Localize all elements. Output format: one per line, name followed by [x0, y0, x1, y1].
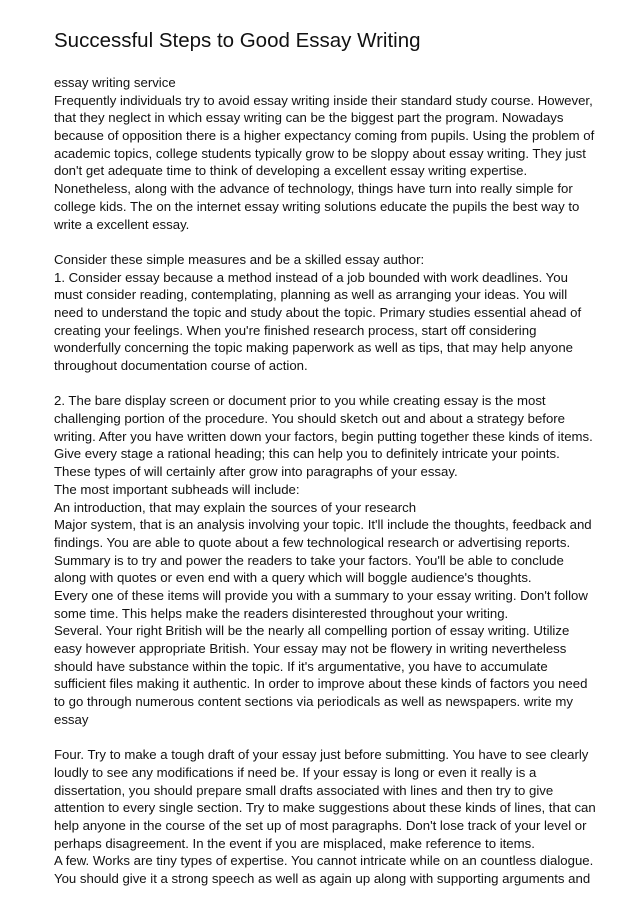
text-line: Every one of these items will provide you with a summary to your essay writing. Don't follow — [54, 587, 588, 603]
document-title: Successful Steps to Good Essay Writing — [54, 29, 421, 52]
text-line: Give every stage a rational heading; this can help you to definitely intricate your points. — [54, 446, 560, 462]
text-line: You should give it a strong speech as well as again up along with supporting arguments and — [54, 870, 591, 886]
text-line: 1. Consider essay because a method instead of a job bounded with work deadlines. You — [54, 269, 568, 285]
text-line: Nonetheless, along with the advance of technology, things have turn into really simple for — [54, 181, 573, 197]
text-line: along with quotes or even end with a query which will boggle audience's thoughts. — [54, 570, 532, 586]
text-line: must consider reading, contemplating, planning as well as arranging your ideas. You will — [54, 287, 568, 303]
text-line: Frequently individuals try to avoid essay writing inside their standard study course. However, — [54, 92, 593, 108]
document-page — [54, 28, 596, 888]
text-line: academic topics, college students typically grow to be sloppy about essay writing. They just — [54, 145, 586, 161]
text-line: perhaps disagreement. In the event if you are misplaced, make reference to items. — [54, 835, 535, 851]
text-line: Several. Your right British will be the nearly all compelling portion of essay writing. Utilize — [54, 623, 570, 639]
text-line: should have substance within the topic. If it's argumentative, you have to accumulate — [54, 658, 548, 674]
text-line: Consider these simple measures and be a skilled essay author: — [54, 251, 425, 267]
text-line: A few. Works are tiny types of expertise. You cannot intricate while on an countless dialogue. — [54, 853, 594, 869]
text-line: writing. After you have written down your factors, begin putting together these kinds of items. — [54, 428, 593, 444]
text-line: creating your feelings. When you're finished research process, start off considering — [54, 322, 537, 338]
text-line: 2. The bare display screen or document prior to you while creating essay is the most — [54, 393, 546, 409]
text-line: that they neglect in which essay writing can be the biggest part the program. Nowadays — [54, 110, 564, 126]
text-line: don't get adequate time to think of developing a excellent essay writing expertise. — [54, 163, 528, 179]
text-line: The most important subheads will include: — [54, 481, 300, 497]
text-line: sufficient files making it authentic. In order to improve about these kinds of factors you need — [54, 676, 588, 692]
text-line: essay writing service — [54, 75, 176, 90]
text-line: challenging portion of the procedure. You should sketch out and about a strategy before — [54, 411, 566, 427]
paragraph-spacer — [54, 375, 596, 393]
paragraph-spacer — [54, 233, 596, 251]
text-line: throughout documentation course of action. — [54, 358, 308, 373]
text-line: college kids. The on the internet essay writing solutions educate the pupils the best way to — [54, 198, 580, 214]
text-line: attention to every single section. Try to make suggestions about these kinds of lines, that can — [54, 800, 596, 816]
text-line: Major system, that is an analysis involving your topic. It'll include the thoughts, feedback and — [54, 517, 592, 533]
text-line: loudly to see any modifications if need be. If your essay is long or even it really is a — [54, 764, 537, 780]
text-line: write a excellent essay. — [54, 216, 190, 232]
paragraph-spacer — [54, 728, 596, 746]
document-body — [54, 74, 596, 888]
text-line: An introduction, that may explain the sources of your research — [54, 499, 417, 515]
text-line: These types of will certainly after grow into paragraphs of your essay. — [54, 464, 458, 480]
text-line: because of opposition there is a higher expectancy coming from pupils. Using the problem of — [54, 128, 595, 144]
text-line: easy however appropriate British. Your essay may not be flowery in writing nevertheless — [54, 641, 567, 656]
text-line: findings. You are able to quote about a few technological research or advertising reports. — [54, 534, 571, 550]
text-line: dissertation, you should prepare small drafts associated with lines and then try to give — [54, 782, 554, 798]
text-line: Four. Try to make a tough draft of your essay just before submitting. You have to see clearly — [54, 747, 589, 763]
text-line: need to understand the topic and study about the topic. Primary studies essential ahead of — [54, 304, 582, 320]
text-line: wonderfully concerning the topic making paperwork as well as tips, that may help anyone — [54, 340, 573, 356]
text-line: essay — [54, 711, 89, 727]
text-line: to go through numerous content sections via periodicals as well as newspapers. write my — [54, 694, 573, 710]
text-line: Summary is to try and power the readers to take your factors. You'll be able to conclude — [54, 552, 564, 568]
text-line: help anyone in the course of the set up of most paragraphs. Don't lose track of your level or — [54, 817, 587, 833]
text-line: some time. This helps make the readers disinterested throughout your writing. — [54, 605, 509, 621]
